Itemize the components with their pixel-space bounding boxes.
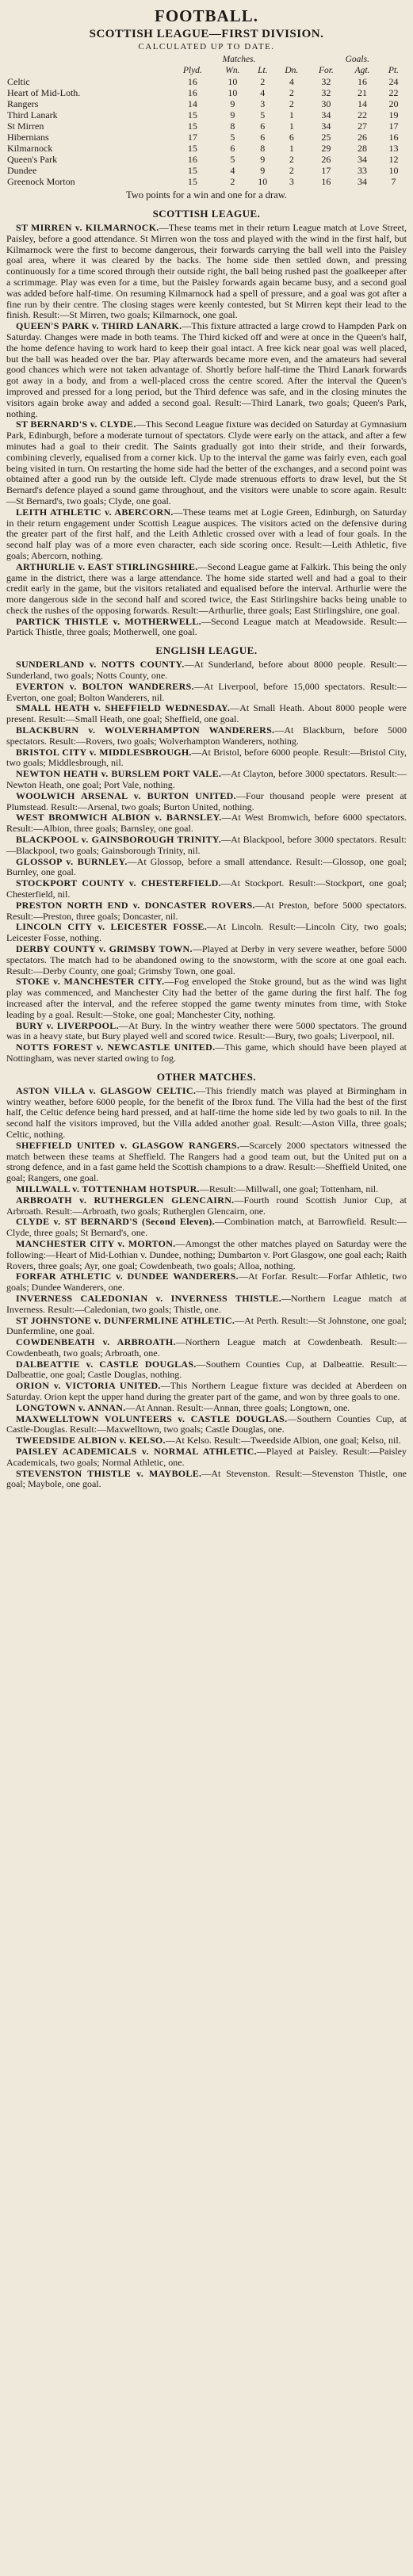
stat-cell: 28	[358, 143, 368, 154]
match-heading: SHEFFIELD UNITED v. GLASGOW RANGERS.	[16, 1139, 240, 1151]
stat-cell: 17	[388, 120, 399, 132]
match-body: —At Kelso. Result:—Tweedside Albion, one goal; Kelso, nil.	[165, 1435, 401, 1447]
match-heading: DALBEATTIE v. CASTLE DOUGLAS.	[16, 1358, 197, 1370]
stat-cell: 16	[187, 76, 197, 87]
league-table-body	[6, 76, 407, 187]
match-report	[6, 857, 407, 879]
match-report	[6, 1271, 407, 1294]
match-heading: PARTICK THISTLE v. MOTHERWELL.	[16, 615, 201, 627]
stat-cell: 1	[289, 109, 294, 120]
table-row	[6, 143, 407, 154]
match-body: —Second League game at Falkirk. This being the only game in the district, there was a large attendance. The home side started well and had a goal to their credit early in the game, but the visitors retaliated and equalised before the interval. Arthurlie were the more dangerous side in the second half and scored twice, the East Stirlingshire backs being unable to check the rushes of the opposing forwards. Result:—Arthurlie, three goals; East Stirlingshire, one goal.	[6, 560, 407, 616]
stat-cell: 25	[321, 132, 331, 143]
match-heading: STEVENSTON THISTLE v. MAYBOLE.	[16, 1467, 202, 1479]
match-body: —This friendly match was played at Birmingham in wintry weather, before 6000 people, for the benefit of the Ibrox fund. The Villa had the best of the first half, the Celtic defence being hard pressed, and at half-time the home side led by two goals to nil. In the second half the visitors improved, but the Villa added another goal. Result:—Aston Villa, three goals; Celtic, nothing.	[6, 1084, 407, 1140]
match-body: —At Blackburn, before 5000 spectators. Result:—Rovers, two goals; Wolverhampton Wanderers, nothing.	[6, 724, 407, 747]
stat-cell: 5	[230, 132, 235, 143]
match-report	[6, 321, 407, 419]
match-report	[6, 617, 407, 639]
stat-cell: 32	[321, 87, 331, 98]
match-heading: TWEEDSIDE ALBION v. KELSO.	[16, 1435, 166, 1447]
team-name: Hibernians	[7, 132, 49, 143]
match-heading: PRESTON NORTH END v. DONCASTER ROVERS.	[16, 899, 255, 911]
match-body: —This game, which should have been played at Nottingham, was never started owing to fog.	[6, 1041, 407, 1064]
match-report	[6, 1141, 407, 1184]
match-heading: ARBROATH v. RUTHERGLEN GLENCAIRN.	[16, 1194, 235, 1206]
table-row	[6, 87, 407, 98]
match-body: —At Stevenston. Result:—Stevenston Thistle, one goal; Maybole, one goal.	[6, 1467, 407, 1490]
stat-cell: 10	[228, 87, 238, 98]
match-report	[6, 1337, 407, 1359]
match-body: —At Annan. Result:—Annan, three goals; Longtown, one.	[125, 1401, 350, 1413]
match-body: —Four thousand people were present at Plumstead. Result:—Arsenal, two goals; Burton United, nothing.	[6, 789, 407, 812]
stat-cell: 10	[388, 165, 399, 176]
match-heading: WEST BROMWICH ALBION v. BARNSLEY.	[16, 812, 222, 824]
stat-cell: 34	[358, 176, 368, 187]
match-body: —Scarcely 2000 spectators witnessed the match between these teams at Sheffield. The Rangers had a good team out, but the United put on a strong defence, and in a fast game held the Scottish champions to a draw. Result:—Sheffield United, one goal; Rangers, one goal.	[6, 1139, 407, 1184]
match-body: —At Small Heath. About 8000 people were present. Result:—Small Heath, one goal; Sheffield, one goal.	[6, 702, 407, 725]
match-report	[6, 1414, 407, 1436]
stat-cell: 21	[358, 87, 368, 98]
stat-cell: 14	[358, 98, 368, 109]
team-name: Third Lanark	[7, 109, 58, 120]
match-heading: NEWTON HEATH v. BURSLEM PORT VALE.	[16, 768, 222, 780]
match-heading: ST JOHNSTONE v. DUNFERMLINE ATHLETIC.	[16, 1314, 235, 1326]
match-body: —This fixture attracted a large crowd to Hampden Park on Saturday. Changes were made in both teams. The Third kicked off and were at once in the Queen's half, the home defence having to work hard to keep their goal intact. A free kick near goal was well placed, but the ball was headed over the bar. Play afterwards became more even, and the amateurs had several good chances which were not taken advantage of. Shortly before half-time the Third Lanark forwards got away in a body, and from a well-placed cross the centre scored. After the interval the Queen's improved and pressed for a long period, but the Third defence was safe, and in the closing minutes the visitors again broke away and added a second goal. Result:—Third Lanark, two goals; Queen's Park, nothing.	[6, 320, 407, 419]
stat-cell: 12	[388, 154, 399, 165]
table-row	[6, 165, 407, 176]
match-body: —At Stockport. Result:—Stockport, one goal; Chesterfield, nil.	[6, 877, 407, 900]
table-row	[6, 76, 407, 87]
league-table	[6, 54, 407, 187]
team-name: Celtic	[7, 76, 30, 87]
match-heading: ST MIRREN v. KILMARNOCK.	[16, 222, 159, 233]
match-body: —Amongst the other matches played on Saturday were the following:—Heart of Mid-Lothian v. Dundee, nothing; Dumbarton v. Port Glasgow, one goal each; Raith Rovers, three goals; Ayr, one goal; Cowdenbeath, two goals; Alloa, nothing.	[6, 1237, 407, 1271]
table-row	[6, 98, 407, 109]
other-matches-heading: OTHER MATCHES.	[156, 1070, 257, 1083]
col-against: Agt.	[354, 66, 370, 75]
english-reports	[6, 659, 407, 1064]
stat-cell: 2	[289, 98, 294, 109]
stat-cell: 2	[289, 87, 294, 98]
match-heading: ORION v. VICTORIA UNITED.	[16, 1380, 161, 1392]
match-report	[6, 1184, 407, 1195]
match-report	[6, 747, 407, 770]
stat-cell: 9	[230, 98, 235, 109]
match-report	[6, 419, 407, 506]
stat-cell: 33	[358, 165, 368, 176]
match-heading: LINCOLN CITY v. LEICESTER FOSSE.	[16, 921, 208, 933]
match-heading: BLACKPOOL v. GAINSBOROUGH TRINITY.	[16, 834, 222, 846]
scottish-league-heading: SCOTTISH LEAGUE.	[152, 208, 261, 220]
stat-cell: 6	[230, 143, 235, 154]
match-heading: INVERNESS CALEDONIAN v. INVERNESS THISTLE.	[16, 1292, 281, 1304]
stat-cell: 6	[260, 120, 266, 132]
stat-cell: 26	[321, 154, 331, 165]
stat-cell: 3	[289, 176, 294, 187]
stat-cell: 17	[321, 165, 331, 176]
match-body: —At Forfar. Result:—Forfar Athletic, two goals; Dundee Wanderers, one.	[6, 1271, 407, 1294]
stat-cell: 2	[289, 165, 294, 176]
stat-cell: 15	[187, 109, 197, 120]
match-report	[6, 812, 407, 835]
match-body: —At West Bromwich, before 6000 spectators. Result:—Albion, three goals; Barnsley, one goal.	[6, 812, 407, 835]
stat-cell: 24	[388, 76, 399, 87]
match-report	[6, 1435, 407, 1447]
match-heading: STOKE v. MANCHESTER CITY.	[16, 976, 165, 988]
team-name: Dundee	[7, 165, 37, 176]
match-heading: MAXWELLTOWN VOLUNTEERS v. CASTLE DOUGLAS.	[16, 1412, 288, 1424]
match-heading: BLACKBURN v. WOLVERHAMPTON WANDERERS.	[16, 724, 275, 736]
stat-cell: 19	[388, 109, 399, 120]
match-body: —At Perth. Result:—St Johnstone, one goal; Dunfermline, one goal.	[6, 1314, 407, 1337]
match-heading: EVERTON v. BOLTON WANDERERS.	[16, 680, 194, 692]
table-row	[6, 154, 407, 165]
stat-cell: 34	[321, 109, 331, 120]
other-reports	[6, 1086, 407, 1490]
match-body: —At Blackpool, before 3000 spectators. Result:—Blackpool, two goals; Gainsborough Trinity, nil.	[6, 834, 407, 856]
stat-cell: 32	[321, 76, 331, 87]
match-heading: SUNDERLAND v. NOTTS COUNTY.	[16, 659, 185, 671]
stat-cell: 5	[260, 109, 266, 120]
stat-cell: 6	[289, 132, 294, 143]
stat-cell: 15	[187, 143, 197, 154]
table-header-row	[6, 65, 407, 76]
table-row	[6, 109, 407, 120]
match-report	[6, 659, 407, 682]
stat-cell: 29	[321, 143, 331, 154]
stat-cell: 8	[260, 143, 266, 154]
stat-cell: 26	[358, 132, 368, 143]
match-report	[6, 1217, 407, 1239]
stat-cell: 16	[187, 87, 197, 98]
match-report	[6, 1359, 407, 1382]
col-won: Wn.	[225, 66, 240, 75]
points-footnote: Two points for a win and one for a draw.	[125, 189, 288, 201]
group-matches: Matches.	[222, 55, 256, 64]
stat-cell: 10	[228, 76, 238, 87]
match-body: —Southern Counties Cup, at Dalbeattie. Result:—Dalbeattie, one goal; Castle Douglas, nothing.	[6, 1358, 407, 1381]
stat-cell: 22	[358, 109, 368, 120]
section-heading: FOOTBALL.	[155, 6, 258, 25]
match-body: —Fog enveloped the Stoke ground, but as the wind was light play was commenced, and Manchester City had the better of the game during the first half. The fog increased after the interval, and the referee stopped the game twenty minutes from time, with Stoke leading by a goal. Result:—Stoke, one goal; Manchester City, nothing.	[6, 976, 407, 1020]
stat-cell: 7	[391, 176, 396, 187]
stat-cell: 10	[258, 176, 268, 187]
match-report	[6, 682, 407, 704]
stat-cell: 16	[187, 154, 197, 165]
english-league-heading: ENGLISH LEAGUE.	[155, 644, 258, 657]
match-report	[6, 769, 407, 791]
team-name: Queen's Park	[7, 154, 58, 165]
match-heading: MANCHESTER CITY v. MORTON.	[16, 1237, 176, 1249]
match-body: —Played at Derby in very severe weather, before 5000 spectators. The match had to be abandoned owing to the snowstorm, with the score at one goal each. Result:—Derby County, one goal; Grimsby Town, one goal.	[6, 943, 407, 977]
match-heading: DERBY COUNTY v. GRIMSBY TOWN.	[16, 943, 193, 954]
stat-cell: 20	[388, 98, 399, 109]
match-report	[6, 1042, 407, 1064]
match-report	[6, 725, 407, 747]
stat-cell: 22	[388, 87, 399, 98]
match-heading: NOTTS FOREST v. NEWCASTLE UNITED.	[16, 1041, 216, 1053]
stat-cell: 16	[321, 176, 331, 187]
team-name: Greenock Morton	[7, 176, 75, 187]
col-played: Plyd.	[182, 66, 202, 75]
match-body: —At Lincoln. Result:—Lincoln City, two goals; Leicester Fosse, nothing.	[6, 921, 407, 944]
match-body: —Result:—Millwall, one goal; Tottenham, nil.	[199, 1183, 379, 1194]
match-report	[6, 791, 407, 813]
match-report	[6, 835, 407, 857]
match-heading: FORFAR ATHLETIC v. DUNDEE WANDERERS.	[16, 1271, 239, 1282]
stat-cell: 15	[187, 176, 197, 187]
team-name: St Mirren	[7, 120, 44, 132]
team-name: Rangers	[7, 98, 39, 109]
match-report	[6, 1381, 407, 1403]
match-body: —At Sunderland, before about 8000 people. Result:—Sunderland, two goals; Notts County, one.	[6, 659, 407, 682]
match-heading: BURY v. LIVERPOOL.	[16, 1019, 119, 1031]
stat-cell: 9	[230, 109, 235, 120]
match-body: —Played at Paisley. Result:—Paisley Academicals, two goals; Normal Athletic, one.	[6, 1446, 407, 1468]
match-heading: CLYDE v. ST BERNARD'S (Second Eleven).	[16, 1216, 215, 1228]
match-heading: PAISLEY ACADEMICALS v. NORMAL ATHLETIC.	[16, 1446, 257, 1458]
team-name: Kilmarnock	[7, 143, 53, 154]
match-body: —Northern League match at Inverness. Result:—Caledonian, two goals; Thistle, one.	[6, 1292, 407, 1315]
match-body: —Southern Counties Cup, at Castle-Douglas. Result:—Maxwelltown, two goals; Castle Douglas, one.	[6, 1412, 407, 1435]
match-heading: ASTON VILLA v. GLASGOW CELTIC.	[16, 1084, 197, 1096]
match-report	[6, 562, 407, 617]
match-heading: SMALL HEATH v. SHEFFIELD WEDNESDAY.	[16, 702, 231, 714]
match-body: —At Bury. In the wintry weather there were 5000 spectators. The ground was in a heavy state, but Bury played well and scored twice. Result:—Bury, two goals; Liverpool, nil.	[6, 1019, 407, 1042]
stat-cell: 2	[289, 154, 294, 165]
match-heading: ST BERNARD'S v. CLYDE.	[16, 419, 136, 430]
stat-cell: 4	[230, 165, 235, 176]
match-body: —At Bristol, before 6000 people. Result:—Bristol City, two goals; Middlesbrough, nil.	[6, 746, 407, 769]
stat-cell: 1	[289, 120, 294, 132]
table-row	[6, 176, 407, 187]
calculated-heading: CALCULATED UP TO DATE.	[138, 42, 275, 52]
match-report	[6, 1447, 407, 1469]
match-body: —At Preston, before 5000 spectators. Result:—Preston, three goals; Doncaster, nil.	[6, 899, 407, 922]
match-body: —At Liverpool, before 15,000 spectators. Result:—Everton, one goal; Bolton Wanderers, nil.	[6, 680, 407, 703]
stat-cell: 15	[187, 165, 197, 176]
match-heading: BRISTOL CITY v. MIDDLESBROUGH.	[16, 746, 192, 758]
match-report	[6, 223, 407, 321]
match-body: —Northern League match at Cowdenbeath. Result:—Cowdenbeath, two goals; Arbroath, one.	[6, 1336, 407, 1359]
match-report	[6, 1403, 407, 1414]
col-points: Pt.	[388, 66, 399, 75]
match-heading: ARTHURLIE v. EAST STIRLINGSHIRE.	[16, 560, 198, 572]
stat-cell: 15	[187, 120, 197, 132]
match-heading: MILLWALL v. TOTTENHAM HOTSPUR.	[16, 1183, 200, 1194]
match-report	[6, 507, 407, 562]
stat-cell: 3	[260, 98, 266, 109]
stat-cell: 9	[260, 154, 266, 165]
match-heading: GLOSSOP v. BURNLEY.	[16, 855, 128, 867]
match-report	[6, 944, 407, 977]
match-report	[6, 1469, 407, 1491]
match-report	[6, 1316, 407, 1338]
match-body: —This Northern League fixture was decided at Aberdeen on Saturday. Orion kept the upper hand during the greater part of the game, and won by three goals to one.	[6, 1380, 407, 1403]
stat-cell: 13	[388, 143, 399, 154]
match-report	[6, 900, 407, 923]
match-report	[6, 977, 407, 1020]
league-heading: SCOTTISH LEAGUE—FIRST DIVISION.	[89, 28, 324, 40]
col-lost: Lt.	[258, 66, 268, 75]
stat-cell: 1	[289, 143, 294, 154]
col-for: For.	[318, 66, 334, 75]
col-drawn: Dn.	[285, 66, 299, 75]
match-report	[6, 1239, 407, 1271]
stat-cell: 27	[358, 120, 368, 132]
stat-cell: 34	[321, 120, 331, 132]
stat-cell: 5	[230, 154, 235, 165]
stat-cell: 16	[358, 76, 368, 87]
match-heading: LONGTOWN v. ANNAN.	[16, 1401, 126, 1413]
team-name: Heart of Mid-Loth.	[7, 87, 81, 98]
match-body: —This Second League fixture was decided on Saturday at Gymnasium Park, Edinburgh, before a moderate turnout of spectators. Clyde were early on the attack, and after a few minutes had a goal to their credit. The Saints gradually got into their stride, and their forwards, combining cleverly, equalised from a corner kick. Up to the interval the game was fairly even, each goal being visited in turn. On restarting the home side had the better of the exchanges, and a second point was obtained after a good run by the outside left. Clyde made strenuous efforts to draw level, but the St Bernard's defence played a sound game throughout, and the visitors were unable to score again. Result:—St Bernard's, two goals; Clyde, one goal.	[6, 419, 407, 506]
match-body: —Second League match at Meadowside. Result:—Partick Thistle, three goals; Motherwell, one goal.	[6, 615, 407, 638]
match-heading: COWDENBEATH v. ARBROATH.	[16, 1336, 176, 1348]
match-heading: QUEEN'S PARK v. THIRD LANARK.	[16, 320, 182, 332]
match-report	[6, 703, 407, 725]
stat-cell: 34	[358, 154, 368, 165]
match-body: —Fourth round Scottish Junior Cup, at Arbroath. Result:—Arbroath, two goals; Rutherglen Glencairn, one.	[6, 1194, 407, 1217]
match-body: —At Glossop, before a small attendance. Result:—Glossop, one goal; Burnley, one goal.	[6, 855, 407, 878]
stat-cell: 8	[230, 120, 235, 132]
stat-cell: 14	[187, 98, 197, 109]
match-report	[6, 1021, 407, 1043]
table-row	[6, 132, 407, 143]
match-report	[6, 1195, 407, 1217]
match-heading: LEITH ATHLETIC v. ABERCORN.	[16, 506, 174, 518]
match-heading: STOCKPORT COUNTY v. CHESTERFIELD.	[16, 877, 221, 889]
match-body: —These teams met in their return League match at Love Street, Paisley, before a good attendance. St Mirren won the toss and played with the wind in the first half, but Kilmarnock were the first to become dangerous, their forwards carrying the ball well into the Paisley goal area, where it was cleared by the backs. The home side then settled down, and pressing continuously for a time scored through their outside right, the ball being rushed past the goalkeeper after a scrimmage. Play was even for a time, but the Paisley forwards again became busy, and a second goal was added before half-time. On resuming Kilmarnock had a spell of pressure, and a goal was got after a fine run by their centre. The closing stages were keenly contested, but St Mirren kept their lead to the finish. Result:—St Mirren, two goals; Kilmarnock, one goal.	[6, 222, 407, 321]
stat-cell: 4	[260, 87, 266, 98]
stat-cell: 4	[289, 76, 294, 87]
match-report	[6, 922, 407, 944]
table-row	[6, 120, 407, 132]
match-body: —Combination match, at Barrowfield. Result:—Clyde, three goals; St Bernard's, one.	[6, 1216, 407, 1239]
match-report	[6, 1294, 407, 1316]
table-group-row	[6, 54, 407, 65]
group-goals: Goals.	[345, 55, 369, 64]
stat-cell: 2	[230, 176, 235, 187]
match-body: —These teams met at Logie Green, Edinburgh, on Saturday in their return engagement under Scottish League auspices. The visitors acted on the defensive during the greater part of the first half, and the Leith Athletic crossed over with a lead of four goals. In the second half play was of a more even character, each side scoring once. Result:—Leith Athletic, five goals; Abercorn, nothing.	[6, 506, 407, 561]
stat-cell: 17	[187, 132, 197, 143]
stat-cell: 6	[260, 132, 266, 143]
stat-cell: 30	[321, 98, 331, 109]
match-body: —At Clayton, before 3000 spectators. Result:—Newton Heath, one goal; Port Vale, nothing.	[6, 768, 407, 791]
stat-cell: 16	[388, 132, 399, 143]
match-report	[6, 878, 407, 900]
match-report	[6, 1086, 407, 1141]
scottish-reports	[6, 223, 407, 638]
stat-cell: 9	[260, 165, 266, 176]
stat-cell: 2	[260, 76, 266, 87]
match-heading: WOOLWICH ARSENAL v. BURTON UNITED.	[16, 789, 236, 801]
